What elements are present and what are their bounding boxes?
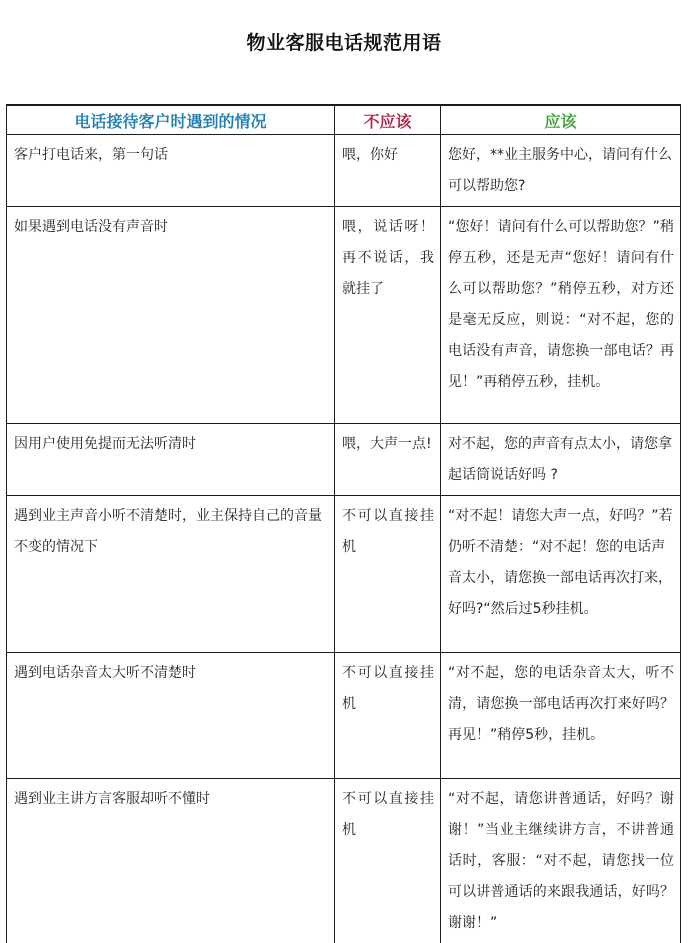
cell-should-not: 喂，你好 xyxy=(335,135,441,207)
cell-should: “对不起，请您讲普通话，好吗？谢谢！”当业主继续讲方言，不讲普通话时，客服：“对不起，请您找一位可以讲普通话的来跟我通话，好吗？谢谢！” xyxy=(441,779,681,943)
table-row xyxy=(7,207,681,424)
cell-should-not: 不可以直接挂机 xyxy=(335,653,441,779)
cell-should: “对不起！请您大声一点，好吗？”若仍听不清楚：“对不起！您的电话声音太小，请您换一部电话再次打来，好吗?“然后过5秒挂机。 xyxy=(441,496,681,653)
cell-should: 对不起，您的声音有点太小，请您拿起话筒说话好吗 ? xyxy=(441,424,681,496)
cell-situation: 遇到电话杂音太大听不清楚时 xyxy=(7,653,335,779)
table-row xyxy=(7,779,681,943)
table-row xyxy=(7,496,681,653)
cell-situation: 遇到业主讲方言客服却听不懂时 xyxy=(7,779,335,943)
table-header-row xyxy=(7,105,681,135)
cell-should: 您好，**业主服务中心，请问有什么可以帮助您? xyxy=(441,135,681,207)
cell-should-not: 不可以直接挂机 xyxy=(335,779,441,943)
document-title: 物业客服电话规范用语 xyxy=(0,28,688,55)
cell-should: “您好！请问有什么可以帮助您？”稍停五秒，还是无声“您好！请问有什么可以帮助您？”稍停五秒，对方还是毫无反应，则说：“对不起，您的电话没有声音，请您换一部电话？再见！”再稍停五秒，挂机。 xyxy=(441,207,681,424)
header-should: 应该 xyxy=(441,105,681,135)
cell-situation: 客户打电话来，第一句话 xyxy=(7,135,335,207)
phone-etiquette-table xyxy=(6,104,681,943)
cell-situation: 因用户使用免提而无法听清时 xyxy=(7,424,335,496)
table-row xyxy=(7,135,681,207)
header-should-not: 不应该 xyxy=(335,105,441,135)
table-row xyxy=(7,653,681,779)
header-situation: 电话接待客户时遇到的情况 xyxy=(7,105,335,135)
cell-should-not: 喂，大声一点! xyxy=(335,424,441,496)
cell-should: “对不起，您的电话杂音太大，听不清，请您换一部电话再次打来好吗？再见！”稍停5秒，挂机。 xyxy=(441,653,681,779)
cell-situation: 遇到业主声音小听不清楚时，业主保持自己的音量不变的情况下 xyxy=(7,496,335,653)
cell-should-not: 喂，说话呀！再不说话，我就挂了 xyxy=(335,207,441,424)
cell-situation: 如果遇到电话没有声音时 xyxy=(7,207,335,424)
cell-should-not: 不可以直接挂机 xyxy=(335,496,441,653)
table-row xyxy=(7,424,681,496)
